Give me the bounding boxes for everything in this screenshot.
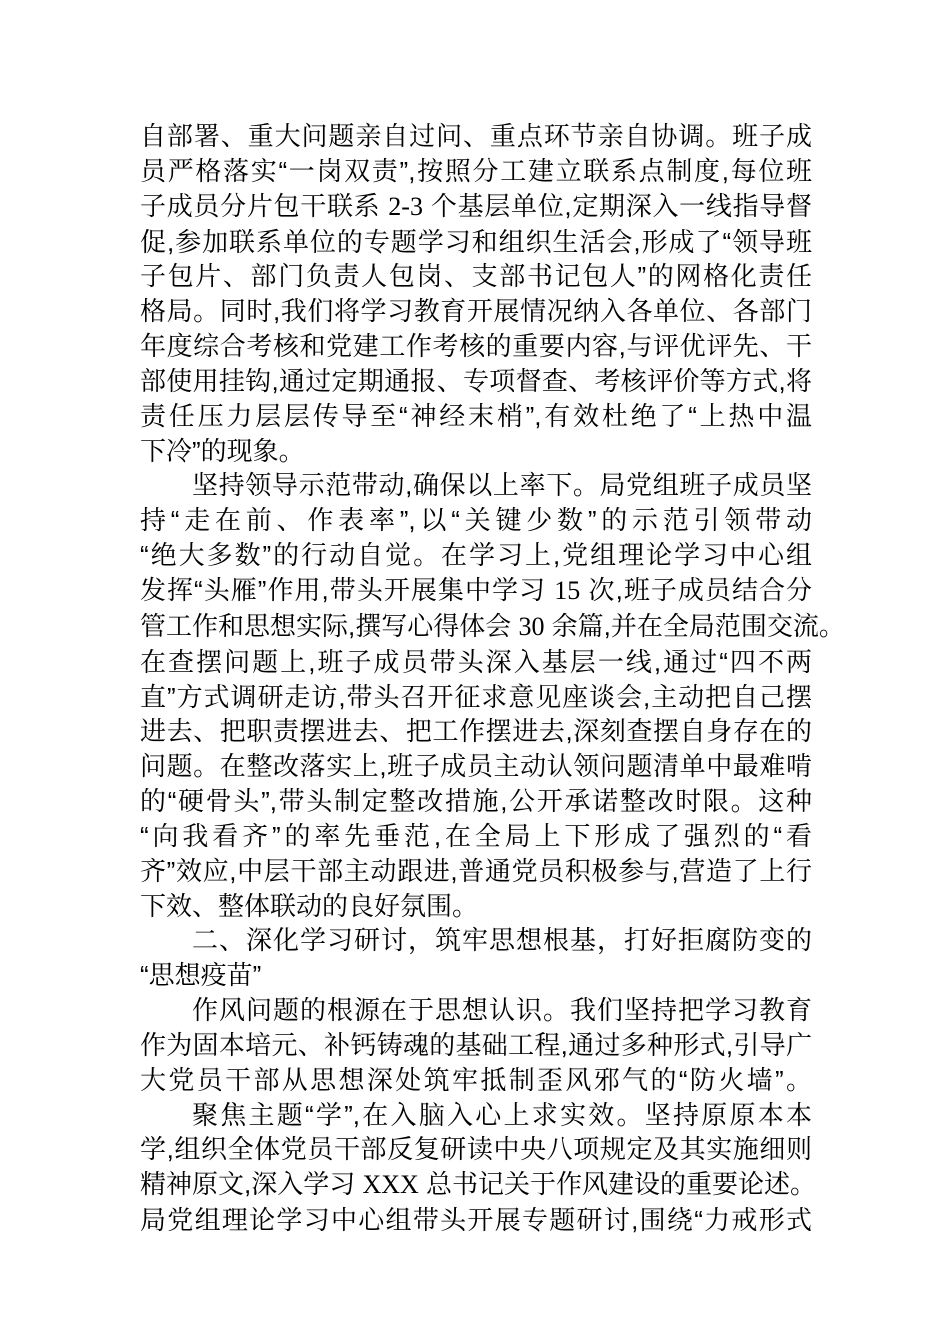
text-line: 自部署、重大问题亲自过问、重点环节亲自协调。班子成 — [140, 121, 812, 151]
text-line: 促,参加联系单位的专题学习和组织生活会,形成了“领导班 — [140, 226, 812, 257]
text-line: 下效、整体联动的良好氛围。 — [140, 890, 479, 921]
text-line: 作风问题的根源在于思想认识。我们坚持把学习教育 — [192, 995, 812, 1026]
text-line: 员严格落实“一岗双责”,按照分工建立联系点制度,每位班 — [140, 155, 812, 186]
text-line: 的“硬骨头”,带头制定整改措施,公开承诺整改时限。这种 — [140, 786, 812, 817]
text-line: 责任压力层层传导至“神经末梢”,有效杜绝了“上热中温 — [140, 400, 812, 431]
heading-line: 二、深化学习研讨，筑牢思想根基，打好拒腐防变的 — [192, 925, 812, 956]
text-line: 坚持领导示范带动,确保以上率下。局党组班子成员坚 — [192, 470, 812, 501]
text-line: 局党组理论学习中心组带头开展专题研讨,围绕“力戒形式 — [140, 1205, 812, 1236]
text-line: 聚焦主题“学”,在入脑入心上求实效。坚持原原本本 — [192, 1099, 812, 1130]
text-line: 下冷”的现象。 — [140, 435, 305, 466]
text-line: 持“走在前、作表率”,以“关键少数”的示范引领带动 — [140, 505, 812, 536]
text-line: 学,组织全体党员干部反复研读中央八项规定及其实施细则 — [140, 1134, 812, 1165]
text-line: 管工作和思想实际,撰写心得体会 30 余篇,并在全局范围交流。 — [140, 610, 845, 641]
text-line: 子成员分片包干联系 2-3 个基层单位,定期深入一线指导督 — [140, 190, 812, 221]
text-line: “绝大多数”的行动自觉。在学习上,党组理论学习中心组 — [140, 540, 812, 571]
text-line: 作为固本培元、补钙铸魂的基础工程,通过多种形式,引导广 — [140, 1029, 812, 1060]
text-line: 子包片、部门负责人包岗、支部书记包人”的网格化责任 — [140, 261, 812, 292]
text-line: 直”方式调研走访,带头召开征求意见座谈会,主动把自己摆 — [140, 681, 812, 712]
text-line: 在查摆问题上,班子成员带头深入基层一线,通过“四不两 — [140, 646, 812, 677]
text-line: 齐”效应,中层干部主动跟进,普通党员积极参与,营造了上行 — [140, 855, 812, 886]
text-line: 大党员干部从思想深处筑牢抵制歪风邪气的“防火墙”。 — [140, 1064, 812, 1095]
heading-line: “思想疫苗” — [140, 960, 262, 991]
text-line: “向我看齐”的率先垂范,在全局上下形成了强烈的“看 — [140, 820, 812, 851]
text-line: 进去、把职责摆进去、把工作摆进去,深刻查摆自身存在的 — [140, 716, 812, 747]
text-line: 格局。同时,我们将学习教育开展情况纳入各单位、各部门 — [140, 296, 812, 327]
text-line: 问题。在整改落实上,班子成员主动认领问题清单中最难啃 — [140, 751, 812, 782]
text-line: 部使用挂钩,通过定期通报、专项督查、考核评价等方式,将 — [140, 365, 812, 396]
text-line: 发挥“头雁”作用,带头开展集中学习 15 次,班子成员结合分 — [140, 574, 813, 605]
text-line: 精神原文,深入学习 XXX 总书记关于作风建设的重要论述。 — [140, 1169, 817, 1200]
document-text-block — [140, 119, 845, 1238]
text-line: 年度综合考核和党建工作考核的重要内容,与评优评先、干 — [140, 331, 812, 362]
